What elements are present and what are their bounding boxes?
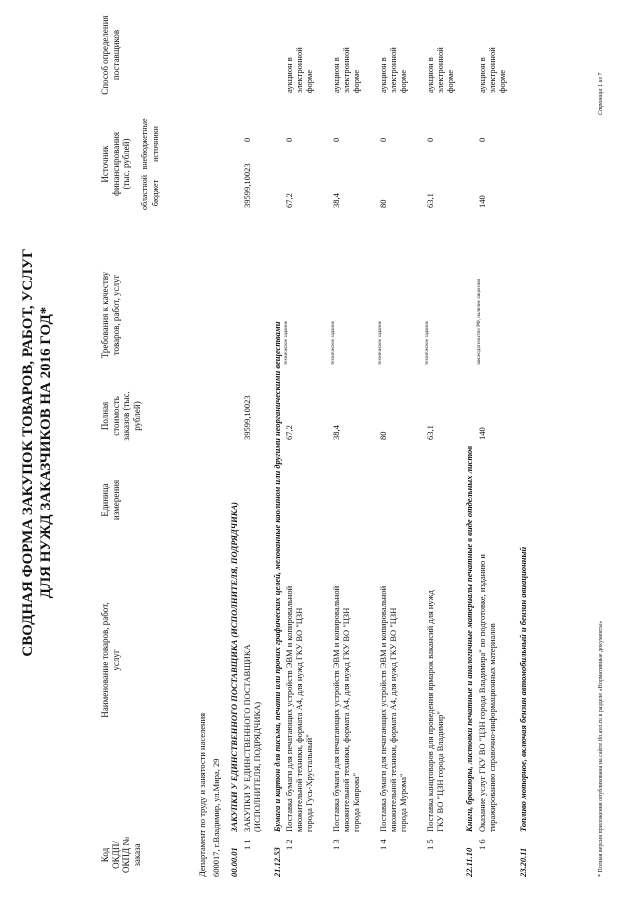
- header-funding-source: Источник финансирования (тыс. рублей): [100, 132, 131, 196]
- group-title: Топливо моторное, включая бензин автомобильный и бензин авиационный: [518, 546, 528, 832]
- row-regional: 140: [477, 195, 487, 208]
- group-title: Бумага и картон для письма, печати или прочих графических целей, мелованные каолином или другими неорганическими веществами: [272, 321, 282, 832]
- row-regional: 39599,10023: [242, 163, 252, 208]
- row-cost: 63,1: [425, 425, 435, 440]
- row-regional: 80: [378, 199, 388, 208]
- page-number: Страница 1 из 7: [598, 72, 604, 115]
- header-name: Наименование товаров, работ, услуг: [100, 602, 121, 718]
- department-name: Департамент по труду и занятости населения: [197, 712, 207, 877]
- row-name: Оказание услуг ГКУ ВО "ЦЗН города Владимира" по подготовке, изданию и тиражированию справочно-информационных материалов: [477, 554, 497, 832]
- group-title: Книги, брошюры, листовки печатные и аналогичные материалы печатные в виде отдельных листов: [464, 446, 474, 832]
- row-extra: 0: [242, 137, 252, 142]
- row-extra: 0: [378, 137, 388, 142]
- row-extra: 0: [477, 137, 487, 142]
- row-cost: 38,4: [331, 425, 341, 440]
- row-name: Поставка бумаги для печатающих устройств ЭВМ и копировальной множительной техники, формата А4, для нужд ГКУ ВО "ЦЗН города Гусь-Хрустальный": [284, 585, 314, 832]
- row-code: 1 6: [477, 839, 487, 850]
- row-code: 1 1: [242, 839, 252, 850]
- footnote: * Полная версия приложения опубликована на сайте ifo.avo.ru в разделе «Нормативные документы»: [598, 620, 604, 877]
- row-regional: 67,2: [284, 193, 294, 208]
- row-method: аукцион в электронной форме: [378, 47, 408, 93]
- row-name: Поставка бумаги для печатающих устройств ЭВМ и копировальной множительной техники, формата А4, для нужд ГКУ ВО "ЦЗН города Мурома": [378, 585, 408, 832]
- group-code: 21.12.53: [272, 847, 282, 877]
- header-method: Способ определения поставщиков: [100, 15, 121, 95]
- section-code: 00.00.01: [229, 847, 239, 877]
- row-requirements: техническое задание: [284, 320, 289, 365]
- row-requirements: техническое задание: [331, 320, 336, 365]
- row-method: аукцион в электронной форме: [284, 47, 314, 93]
- row-cost: 140: [477, 427, 487, 440]
- header-requirements: Требования к качеству товаров, работ, услуг: [100, 271, 121, 359]
- row-method: аукцион в электронной форме: [425, 47, 455, 93]
- row-extra: 0: [284, 137, 294, 142]
- row-code: 1 2: [284, 839, 294, 850]
- row-cost: 80: [378, 431, 388, 440]
- header-funding-extra: внебюджетные источники: [140, 118, 160, 170]
- group-code: 23.20.11: [518, 847, 528, 877]
- document-subtitle: ДЛЯ НУЖД ЗАКАЗЧИКОВ НА 2016 ГОД*: [38, 306, 54, 599]
- header-code: Код ОКДП/ ОКПД № заказа: [100, 837, 142, 873]
- row-requirements: техническое задание: [425, 320, 430, 365]
- row-name: ЗАКУПКИ У ЕДИНСТВЕННОГО ПОСТАВЩИКА (ИСПОЛНИТЕЛЯ, ПОДРЯДЧИКА): [242, 644, 262, 832]
- row-requirements: техническое задание: [378, 320, 383, 365]
- row-name: Поставка канцтоваров для проведения ярмарок вакансий для нужд ГКУ ВО "ЦЗН города Владимир": [425, 590, 445, 832]
- header-cost: Полная стоимость заказов (тыс. рублей): [100, 391, 142, 441]
- row-code: 1 5: [425, 839, 435, 850]
- row-name: Поставка бумаги для печатающих устройств ЭВМ и копировальной множительной техники, формата А4, для нужд ГКУ ВО "ЦЗН города Коврова": [331, 585, 361, 832]
- row-cost: 39599,10023: [242, 395, 252, 440]
- document-title: СВОДНАЯ ФОРМА ЗАКУПОК ТОВАРОВ, РАБОТ, УСЛУГ: [20, 248, 36, 657]
- row-requirements: законодательство РФ, наличие лицензии: [477, 278, 482, 365]
- row-regional: 63,1: [425, 193, 435, 208]
- row-cost: 67,2: [284, 425, 294, 440]
- department-address: 600017, г.Владимир, ул.Мира, 29: [211, 758, 221, 877]
- header-funding-regional: областной бюджет: [140, 174, 160, 210]
- row-extra: 0: [331, 137, 341, 142]
- row-regional: 38,4: [331, 193, 341, 208]
- header-unit: Единица измерения: [100, 479, 121, 521]
- row-code: 1 4: [378, 839, 388, 850]
- row-extra: 0: [425, 137, 435, 142]
- row-method: аукцион в электронной форме: [331, 47, 361, 93]
- row-method: аукцион в электронной форме: [477, 47, 507, 93]
- group-code: 22.11.10: [464, 847, 474, 877]
- section-title: ЗАКУПКИ У ЕДИНСТВЕННОГО ПОСТАВЩИКА (ИСПОЛНИТЕЛЯ, ПОДРЯДЧИКА): [229, 501, 239, 832]
- row-code: 1 3: [331, 839, 341, 850]
